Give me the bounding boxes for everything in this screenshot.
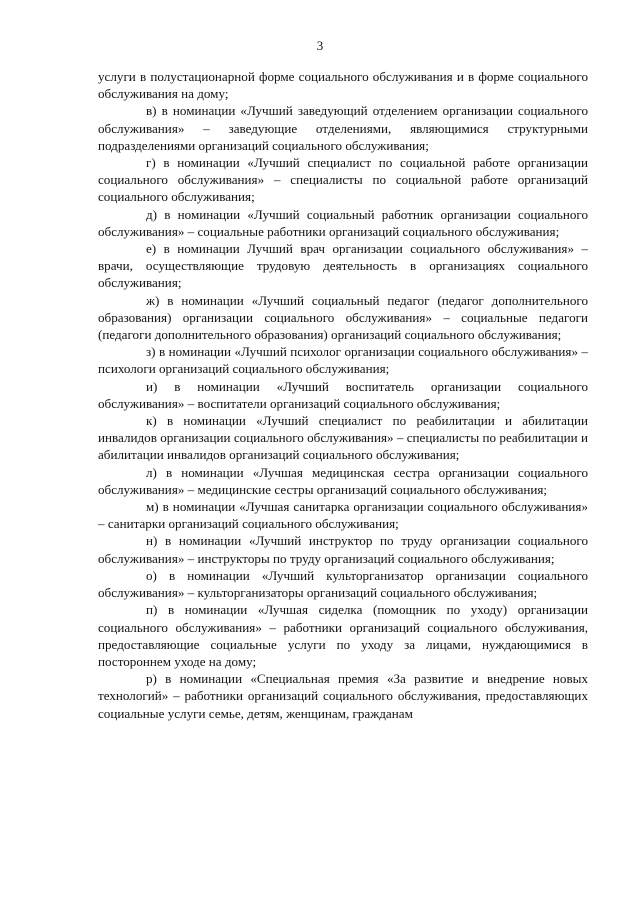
paragraph-item-g: г) в номинации «Лучший специалист по социальной работе организации социального обслуживания» – специалисты по социальной работе организаций социального обслуживания; bbox=[98, 155, 588, 205]
paragraph-item-p: п) в номинации «Лучшая сиделка (помощник по уходу) организации социального обслуживания» – работники организаций социального обслуживания, предоставляющие социальные услуги по уходу за лицами, нуждающимися в постороннем уходе на дому; bbox=[98, 602, 588, 669]
paragraph-item-zh: ж) в номинации «Лучший социальный педагог (педагог дополнительного образования) организации социального обслуживания» – социальные педагоги (педагоги дополнительного образования) организаций социального обслуживания; bbox=[98, 292, 588, 343]
paragraph-item-d: д) в номинации «Лучший социальный работник организации социального обслуживания» – социальные работники организаций социального обслуживания; bbox=[98, 206, 588, 239]
document-body bbox=[98, 68, 588, 722]
paragraph-item-o: о) в номинации «Лучший культорганизатор организации социального обслуживания» – культорганизаторы организаций социального обслуживания; bbox=[98, 567, 588, 601]
paragraph-item-k: к) в номинации «Лучший специалист по реабилитации и абилитации инвалидов организации социального обслуживания» – специалисты по реабилитации и абилитации инвалидов организаций социального обслуживания; bbox=[98, 413, 588, 463]
paragraph-item-r: р) в номинации «Специальная премия «За развитие и внедрение новых технологий» – работники организаций социального обслуживания, предоставляющих социальные услуги семье, детям, женщинам, гражданам bbox=[98, 671, 588, 721]
paragraph-item-l: л) в номинации «Лучшая медицинская сестра организации социального обслуживания» – медицинские сестры организаций социального обслуживания; bbox=[98, 464, 588, 497]
paragraph-item-z: з) в номинации «Лучший психолог организации социального обслуживания» – психологи организаций социального обслуживания; bbox=[98, 344, 588, 377]
paragraph-item-m: м) в номинации «Лучшая санитарка организации социального обслуживания» – санитарки организаций социального обслуживания; bbox=[98, 499, 588, 532]
page-number: 3 bbox=[316, 38, 324, 53]
paragraph-item-e: е) в номинации Лучший врач организации социального обслуживания» – врачи, осуществляющие трудовую деятельность в организациях социального обслуживания; bbox=[98, 241, 588, 291]
paragraph-item-n: н) в номинации «Лучший инструктор по труду организации социального обслуживания» – инструкторы по труду организаций социального обслуживания; bbox=[98, 533, 588, 566]
paragraph-item-i: и) в номинации «Лучший воспитатель организации социального обслуживания» – воспитатели организаций социального обслуживания; bbox=[98, 378, 588, 411]
paragraph-item-v: в) в номинации «Лучший заведующий отделением организации социального обслуживания» – заведующие отделениями, являющимися структурными подразделениями организаций социального обслуживания; bbox=[98, 103, 588, 153]
paragraph-continuation: услуги в полустационарной форме социального обслуживания и в форме социального обслуживания на дому; bbox=[98, 69, 588, 102]
